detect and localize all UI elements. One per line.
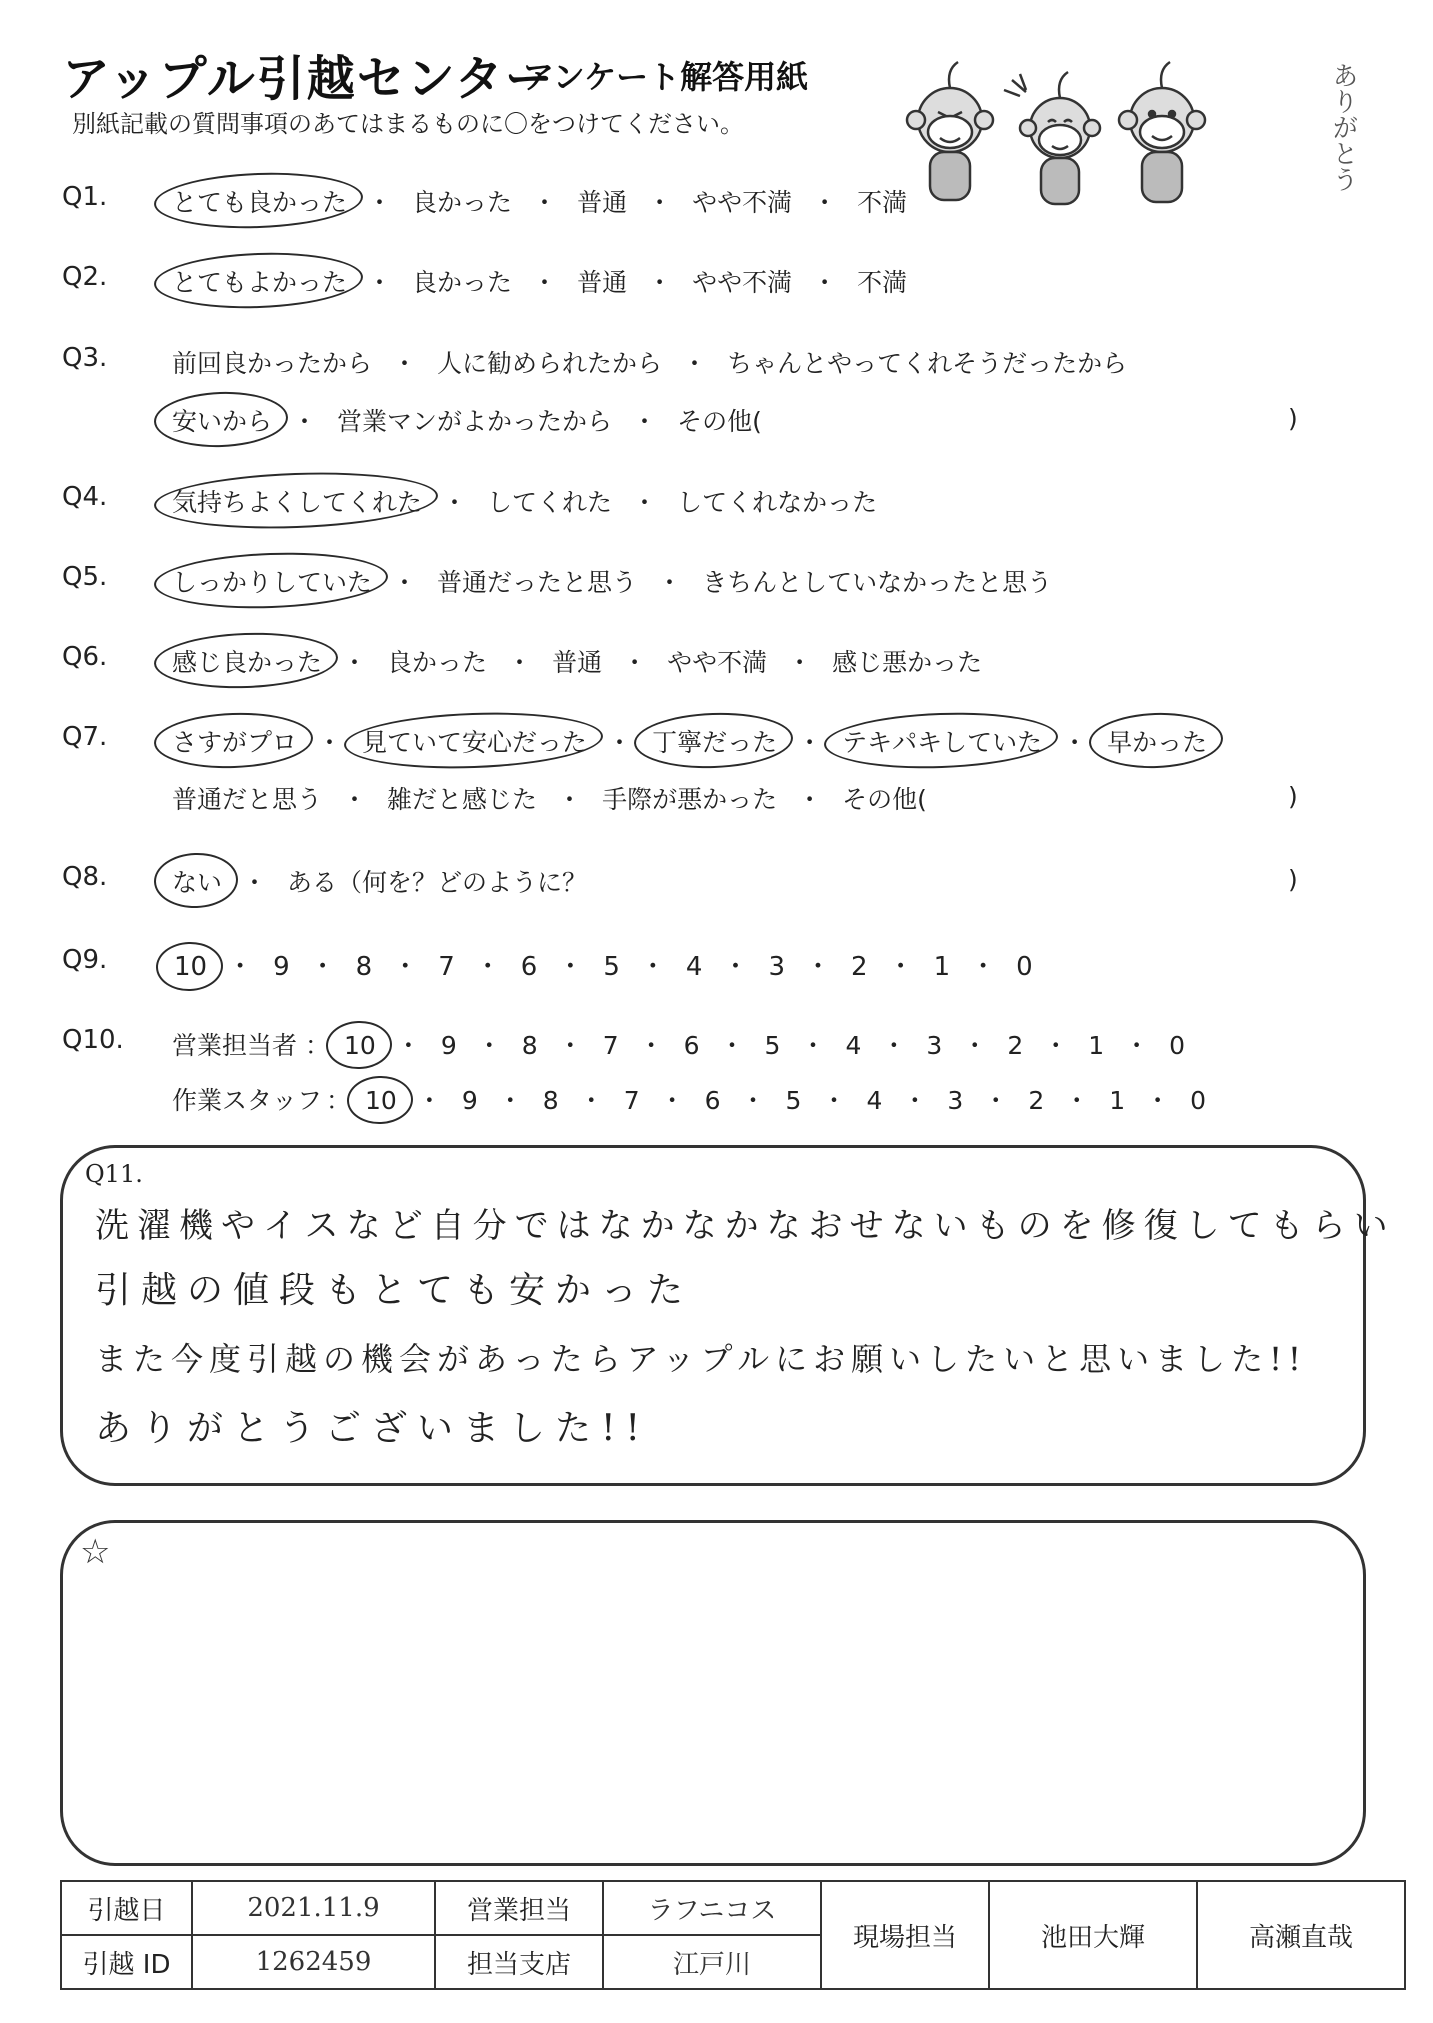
move-id-value: 1262459 <box>192 1935 435 1989</box>
q10-sales-score[interactable]: 0 <box>1169 1031 1186 1060</box>
q4-options: 気持ちよくしてくれた ・ してくれた ・ してくれなかった <box>170 483 879 519</box>
q6-option-selected[interactable]: 感じ良かった <box>170 643 324 679</box>
form-subtitle: アンケート解答用紙 <box>522 58 809 96</box>
q10-sales-score[interactable]: 5 <box>764 1031 781 1060</box>
q11-comment-line: 洗濯機やイスなど自分ではなかなかなおせないものを修復してもらい <box>95 1206 1396 1246</box>
q3-options-row1: 前回良かったから ・ 人に勧められたから ・ ちゃんとやってくれそうだったから <box>170 344 1129 380</box>
q7-options-row1: さすがプロ ・ 見ていて安心だった ・ 丁寧だった ・ テキパキしていた ・ 早かった <box>170 723 1209 759</box>
q9-scale: 10 ・ 9 ・ 8 ・ 7 ・ 6 ・ 5 ・ 4 ・ 3 ・ 2 ・ 1 ・ 0 <box>174 952 1033 982</box>
q10-sales-score[interactable]: 8 <box>521 1031 538 1060</box>
q2-option[interactable]: 不満 <box>857 268 908 297</box>
q9-score[interactable]: 8 <box>355 952 373 982</box>
q7-option[interactable]: 雑だと感じた <box>387 785 538 814</box>
q2-label: Q2. <box>62 262 108 292</box>
q7-option-other[interactable]: その他( <box>842 785 927 814</box>
q5-options: しっかりしていた ・ 普通だったと思う ・ きちんとしていなかったと思う <box>170 563 1054 599</box>
instruction-text: 別紙記載の質問事項のあてはまるものに〇をつけてください。 <box>72 110 744 138</box>
star-label: ☆ <box>80 1532 111 1572</box>
q2-options: とてもよかった ・ 良かった ・ 普通 ・ やや不満 ・ 不満 <box>170 263 909 299</box>
q8-option[interactable]: ある（何を？どのように？ <box>287 868 588 897</box>
q7-option[interactable]: 普通だと思う <box>172 785 323 814</box>
q10-staff-score[interactable]: 6 <box>704 1086 721 1115</box>
q3-close-paren: ) <box>1288 404 1298 433</box>
q10-staff-score[interactable]: 9 <box>461 1086 478 1115</box>
q3-options-row2: 安いから ・ 営業マンがよかったから ・ その他( <box>170 402 764 438</box>
q10-sales-row: 営業担当者 ： 10 ・ 9 ・ 8 ・ 7 ・ 6 ・ 5 ・ 4 ・ 3 ・ 2 ・ 1 ・ 0 <box>172 1031 1186 1060</box>
q11-comment-line: また今度引越の機会があったらアップルにお願いしたいと思いました!! <box>95 1340 1307 1378</box>
q10-staff-score[interactable]: 0 <box>1190 1086 1207 1115</box>
branch-value: 江戸川 <box>603 1935 821 1989</box>
q10-sales-score[interactable]: 7 <box>602 1031 619 1060</box>
q6-label: Q6. <box>62 642 108 672</box>
q5-option[interactable]: きちんとしていなかったと思う <box>702 568 1053 597</box>
q10-staff-score[interactable]: 2 <box>1028 1086 1045 1115</box>
q2-option-selected[interactable]: とてもよかった <box>170 263 349 299</box>
q1-option-selected[interactable]: とても良かった <box>170 183 349 219</box>
move-date-label: 引越日 <box>61 1881 192 1935</box>
q10-staff-row: 作業スタッフ ： 10 ・ 9 ・ 8 ・ 7 ・ 6 ・ 5 ・ 4 ・ 3 ・ 2 ・ 1 ・ 0 <box>172 1086 1207 1115</box>
q3-option[interactable]: ちゃんとやってくれそうだったから <box>727 349 1128 378</box>
q10-staff-score[interactable]: 7 <box>623 1086 640 1115</box>
q7-close-paren: ) <box>1288 782 1298 811</box>
q9-score[interactable]: 5 <box>603 952 620 982</box>
q8-options: ない ・ ある（何を？どのように？ <box>170 863 589 899</box>
q11-comment-line: 引越の値段もとても安かった <box>95 1270 694 1311</box>
q6-option[interactable]: やや不満 <box>667 648 768 677</box>
q10-label: Q10. <box>62 1025 124 1055</box>
q1-option[interactable]: 普通 <box>577 188 628 217</box>
q10-sales-score[interactable]: 1 <box>1088 1031 1105 1060</box>
sales-value: ラフニコス <box>603 1881 821 1935</box>
q3-option[interactable]: 営業マンがよかったから <box>337 407 613 436</box>
q9-score[interactable]: 6 <box>520 952 538 982</box>
q1-label: Q1. <box>62 182 108 212</box>
q11-comment-line: ありがとうございました!! <box>95 1408 650 1449</box>
q5-label: Q5. <box>62 562 108 592</box>
sales-label: 営業担当 <box>435 1881 603 1935</box>
q10-staff-label: 作業スタッフ <box>172 1086 323 1115</box>
q10-sales-score[interactable]: 4 <box>845 1031 862 1060</box>
q2-option[interactable]: 良かった <box>412 268 513 297</box>
q9-score[interactable]: 7 <box>438 952 455 982</box>
q7-option-selected[interactable]: 早かった <box>1105 723 1209 759</box>
q7-option-selected[interactable]: さすがプロ <box>170 723 299 759</box>
q10-sales-score[interactable]: 9 <box>440 1031 457 1060</box>
branch-label: 担当支店 <box>435 1935 603 1989</box>
q7-option-selected[interactable]: 丁寧だった <box>650 723 779 759</box>
q9-score[interactable]: 4 <box>685 952 703 982</box>
q1-option[interactable]: 不満 <box>857 188 908 217</box>
brand-title: アップル引越センター <box>62 51 555 107</box>
monkey-mascots-illustration <box>900 50 1220 220</box>
q6-options: 感じ良かった ・ 良かった ・ 普通 ・ やや不満 ・ 感じ悪かった <box>170 643 984 679</box>
q10-sales-score[interactable]: 3 <box>926 1031 943 1060</box>
q9-label: Q9. <box>62 945 108 975</box>
q5-option-selected[interactable]: しっかりしていた <box>170 563 374 599</box>
q10-staff-score[interactable]: 3 <box>947 1086 964 1115</box>
q9-score[interactable]: 1 <box>933 952 951 982</box>
q7-options-row2: 普通だと思う ・ 雑だと感じた ・ 手際が悪かった ・ その他( <box>170 780 929 816</box>
q3-option[interactable]: 前回良かったから <box>172 349 373 378</box>
q9-score[interactable]: 0 <box>1016 952 1033 982</box>
q2-option[interactable]: やや不満 <box>692 268 793 297</box>
q9-score-selected[interactable]: 10 <box>174 952 208 982</box>
move-date-value: 2021.11.9 <box>192 1881 435 1935</box>
move-id-label: 引越 ID <box>61 1935 192 1989</box>
q11-label: Q11. <box>85 1160 143 1188</box>
q10-staff-score[interactable]: 5 <box>785 1086 802 1115</box>
q2-option[interactable]: 普通 <box>577 268 628 297</box>
q4-label: Q4. <box>62 482 108 512</box>
q9-score[interactable]: 9 <box>273 952 290 982</box>
q10-sales-score-selected[interactable]: 10 <box>344 1031 376 1060</box>
onsite-staff-2: 高瀬直哉 <box>1197 1881 1405 1989</box>
q10-staff-score-selected[interactable]: 10 <box>365 1086 397 1115</box>
q6-option[interactable]: 感じ悪かった <box>832 648 983 677</box>
q10-staff-score[interactable]: 8 <box>542 1086 559 1115</box>
q1-option[interactable]: やや不満 <box>692 188 793 217</box>
q4-option-selected[interactable]: 気持ちよくしてくれた <box>170 483 424 519</box>
q8-label: Q8. <box>62 862 108 892</box>
q7-option-selected[interactable]: テキパキしていた <box>840 723 1044 759</box>
q1-options: とても良かった ・ 良かった ・ 普通 ・ やや不満 ・ 不満 <box>170 183 909 219</box>
q10-sales-label: 営業担当者 <box>172 1031 298 1060</box>
q3-option-other[interactable]: その他( <box>677 407 762 436</box>
star-comment-box <box>60 1520 1366 1866</box>
q9-score[interactable]: 3 <box>768 952 786 982</box>
q4-option[interactable]: してくれなかった <box>677 488 878 517</box>
q3-option-selected[interactable]: 安いから <box>170 402 274 438</box>
q10-staff-score[interactable]: 1 <box>1109 1086 1126 1115</box>
q9-score[interactable]: 2 <box>851 952 868 982</box>
q8-close-paren: ) <box>1288 865 1298 894</box>
q5-option[interactable]: 普通だったと思う <box>437 568 638 597</box>
onsite-staff-1: 池田大輝 <box>989 1881 1197 1989</box>
q7-option[interactable]: 手際が悪かった <box>602 785 778 814</box>
onsite-label: 現場担当 <box>821 1881 989 1989</box>
q3-option[interactable]: 人に勧められたから <box>437 349 663 378</box>
q10-sales-score[interactable]: 2 <box>1007 1031 1024 1060</box>
q4-option[interactable]: してくれた <box>487 488 613 517</box>
q6-option[interactable]: 良かった <box>387 648 488 677</box>
q8-option-selected[interactable]: ない <box>170 863 224 899</box>
q6-option[interactable]: 普通 <box>552 648 603 677</box>
q10-staff-score[interactable]: 4 <box>866 1086 883 1115</box>
q3-label: Q3. <box>62 343 108 373</box>
footer-info-table <box>60 1880 1406 1990</box>
thanks-text: ありがとう <box>1328 62 1358 192</box>
q10-sales-score[interactable]: 6 <box>683 1031 700 1060</box>
q1-option[interactable]: 良かった <box>412 188 513 217</box>
q7-label: Q7. <box>62 722 108 752</box>
q7-option-selected[interactable]: 見ていて安心だった <box>360 723 589 759</box>
